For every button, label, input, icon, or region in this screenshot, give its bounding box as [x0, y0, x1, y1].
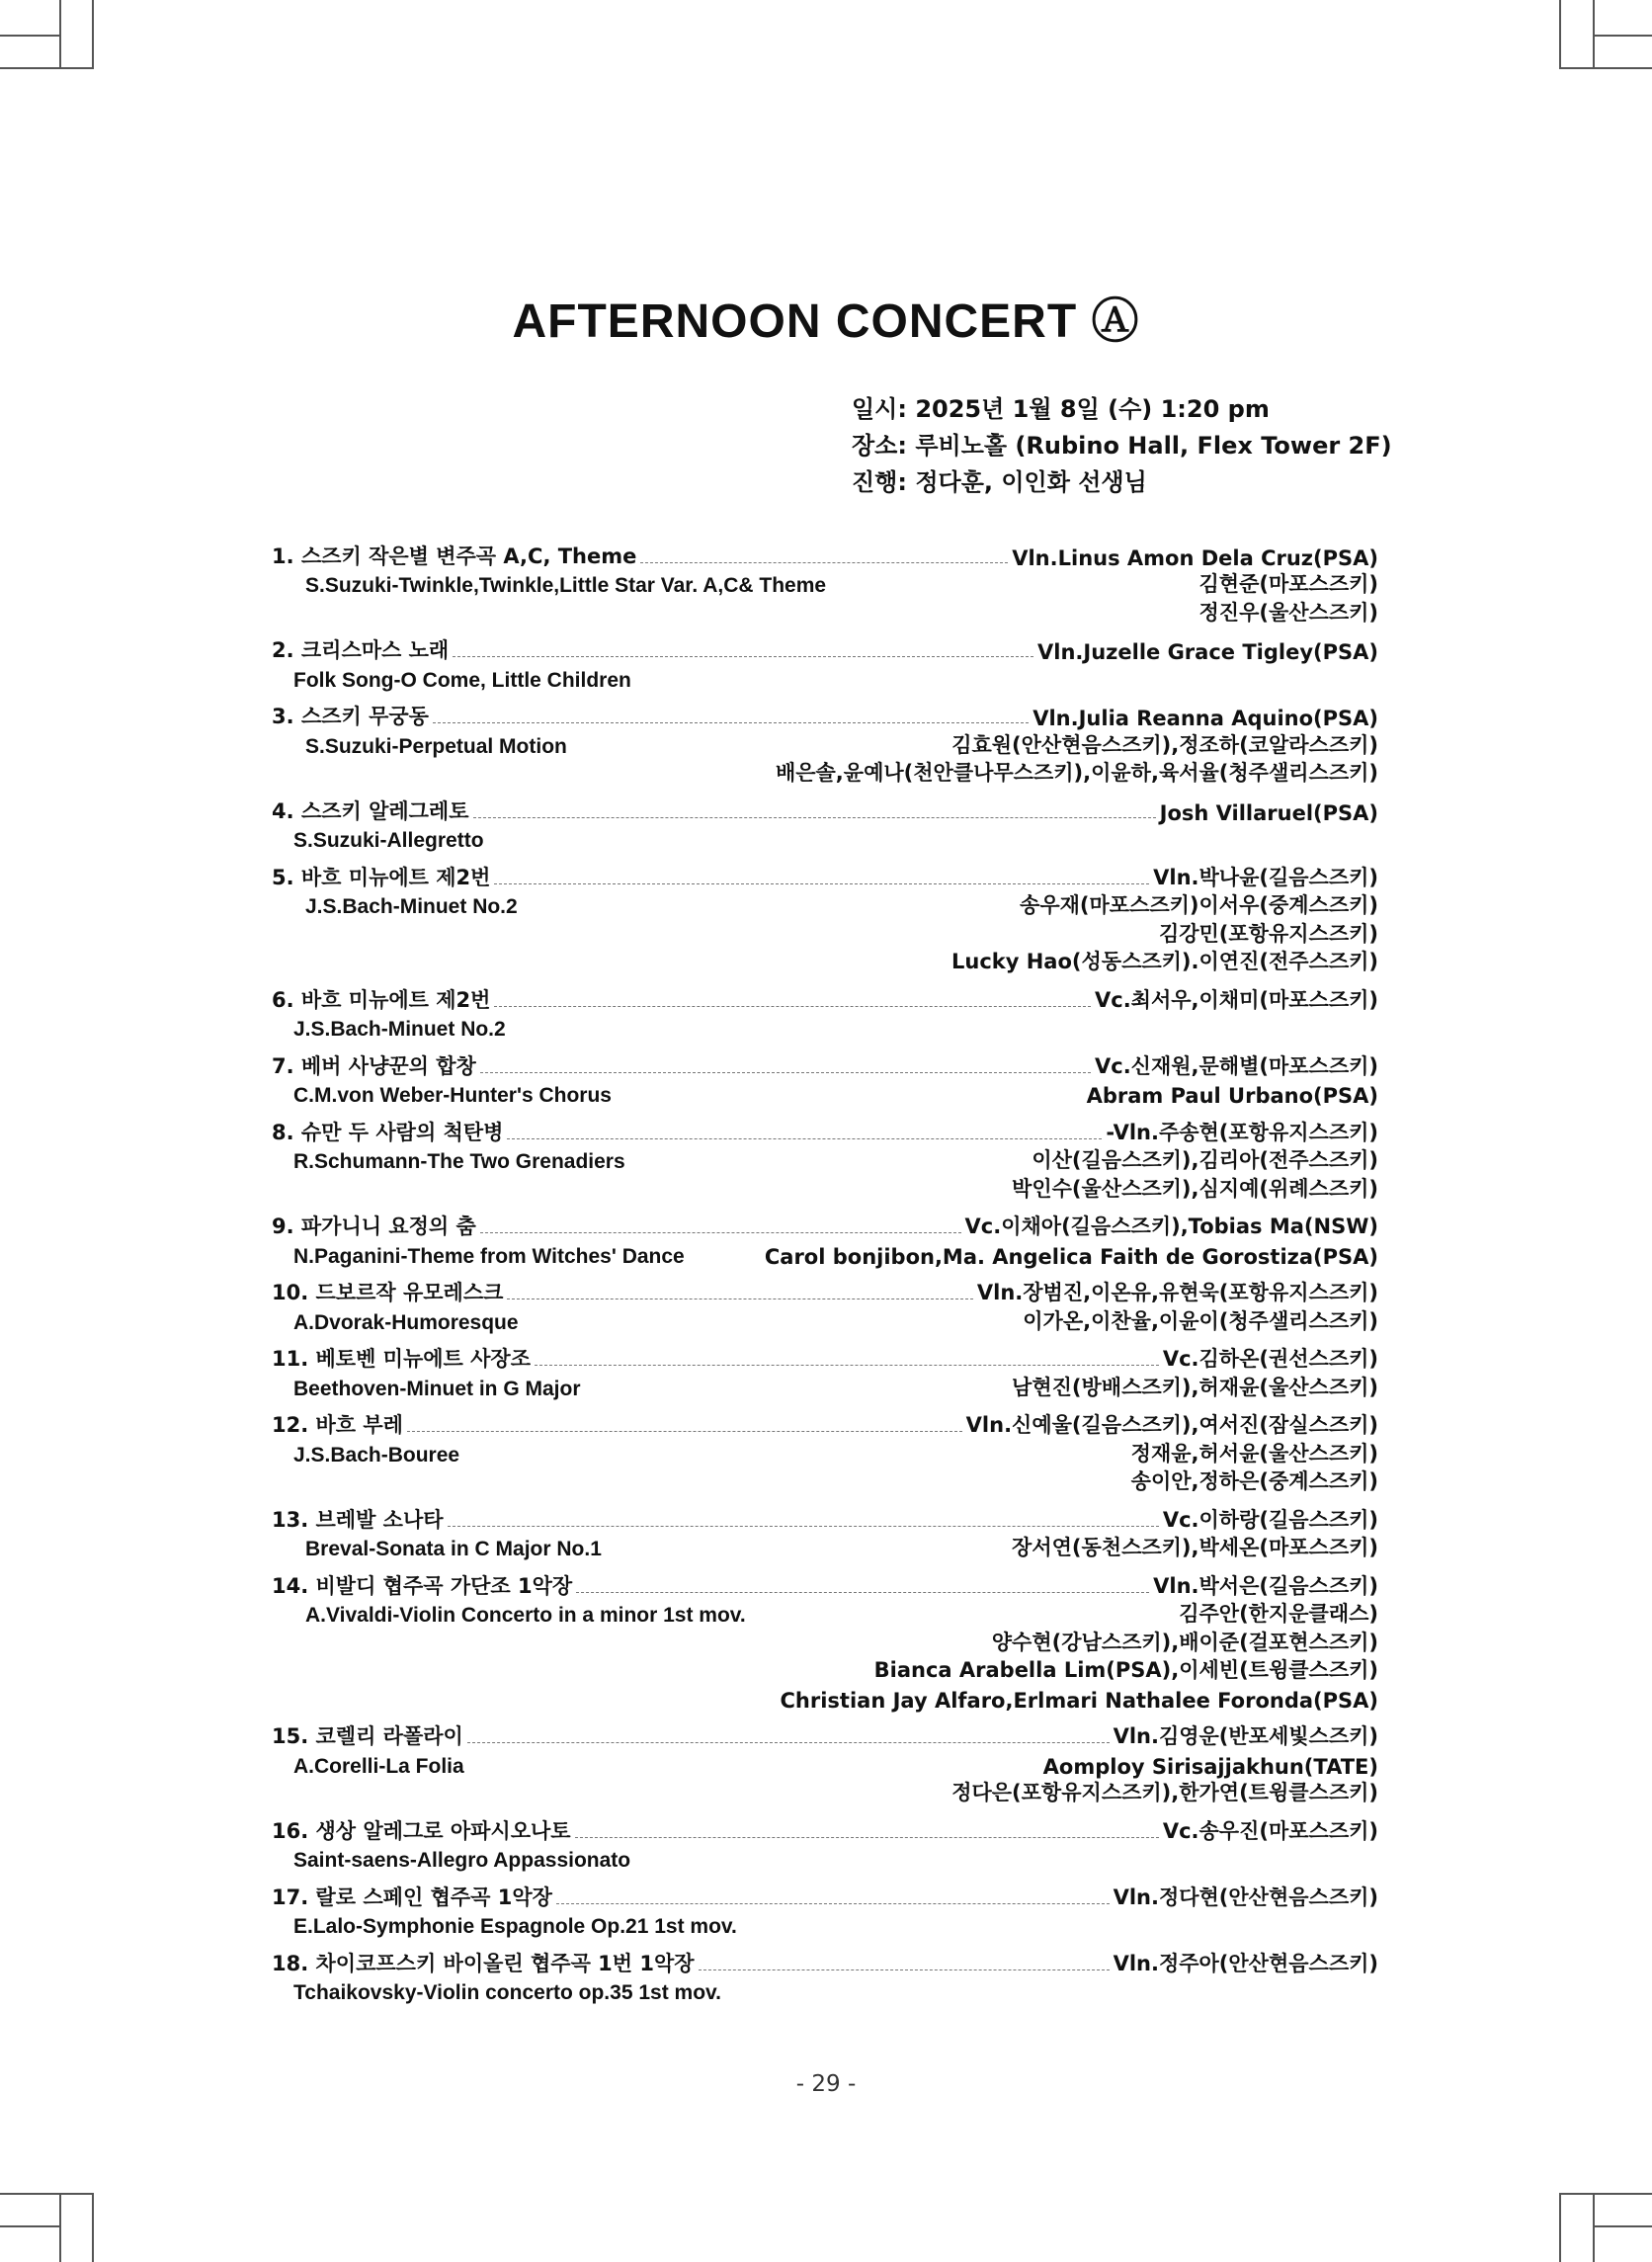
crop-mark: [92, 0, 94, 69]
performer-main: Josh Villaruel(PSA): [1159, 800, 1378, 825]
program-item-subline: [272, 1080, 1378, 1109]
leader-dots: [494, 1006, 1091, 1007]
program-item-subline: [272, 1373, 1378, 1401]
leader-dots: [576, 1592, 1149, 1593]
piece-title-english: C.M.von Weber-Hunter's Chorus: [293, 1084, 612, 1107]
piece-title-english: Breval-Sonata in C Major No.1: [305, 1538, 602, 1560]
program-item-subline: [272, 1911, 1378, 1940]
piece-title-korean: 8. 슈만 두 사람의 척탄병: [272, 1120, 504, 1144]
program-item-header: [272, 636, 1378, 665]
piece-title-english: J.S.Bach-Minuet No.2: [293, 1018, 506, 1041]
crop-mark: [59, 2195, 61, 2262]
piece-title-korean: 5. 바흐 미뉴에트 제2번: [272, 865, 491, 889]
program-item: [272, 1213, 1378, 1269]
program-item-subline: [272, 1977, 1378, 2006]
crop-mark: [0, 2225, 59, 2227]
piece-title-english: N.Paganini-Theme from Witches' Dance: [293, 1244, 685, 1268]
piece-title-korean: 4. 스즈키 알레그레토: [272, 798, 469, 823]
crop-mark: [1559, 67, 1652, 69]
piece-title-korean: 12. 바흐 부레: [272, 1413, 403, 1437]
program-item-subline: [272, 759, 1378, 788]
performer-main: Vln.정다현(안산현음스즈키): [1113, 1885, 1378, 1909]
performer-extra: 배은솔,윤예나(천안클나무스즈키),이윤하,육서율(청주샐리스즈키): [775, 761, 1378, 785]
program-item: [272, 796, 1378, 853]
performer-main: Vc.최서우,이채미(마포스즈키): [1095, 987, 1378, 1012]
program-item: [272, 703, 1378, 788]
program-item-subline: [272, 1534, 1378, 1562]
program-item-subline: [272, 1845, 1378, 1874]
program-item: [272, 1345, 1378, 1401]
crop-mark: [1593, 0, 1595, 67]
performer-main: Vln.박나윤(길음스즈키): [1153, 865, 1378, 889]
performer-main: Vln.Julia Reanna Aquino(PSA): [1032, 707, 1378, 730]
piece-title-english: Saint-saens-Allegro Appassionato: [293, 1849, 631, 1872]
performer-main: Vc.이하랑(길음스즈키): [1162, 1507, 1378, 1532]
performer-main: Vc.신재원,문해별(마포스즈키): [1095, 1053, 1378, 1078]
performer-main: Vln.Linus Amon Dela Cruz(PSA): [1012, 545, 1378, 570]
performer-main: Vln.정주아(안산현음스즈키): [1113, 1951, 1378, 1975]
leader-dots: [480, 1072, 1091, 1073]
piece-title-english: S.Suzuki-Allegretto: [293, 829, 484, 852]
performer-main: Vln.박서은(길음스즈키): [1153, 1573, 1378, 1598]
piece-title-english: A.Corelli-La Folia: [293, 1754, 464, 1778]
leader-dots: [494, 883, 1149, 884]
program-item-subline: [272, 598, 1378, 627]
program-item-subline: [272, 1779, 1378, 1807]
piece-title-english: Folk Song-O Come, Little Children: [293, 668, 631, 692]
performer-extra: 정재윤,허서윤(울산스즈키): [1130, 1441, 1378, 1466]
performer-extra: Lucky Hao(성동스즈키).이연진(전주스즈키): [950, 950, 1378, 973]
crop-mark: [1559, 0, 1561, 69]
piece-title-english: S.Suzuki-Twinkle,Twinkle,Little Star Var. A,C& Theme: [305, 574, 827, 597]
program-item: [272, 1051, 1378, 1108]
performer-extra: Aomploy Sirisajjakhun(TATE): [1042, 1754, 1378, 1779]
piece-title-korean: 18. 차이코프스키 바이올린 협주곡 1번 1악장: [272, 1951, 695, 1975]
piece-title-english: A.Dvorak-Humoresque: [293, 1310, 519, 1334]
program-item-header: [272, 542, 1378, 570]
piece-title-korean: 17. 랄로 스페인 협주곡 1악장: [272, 1885, 552, 1909]
performer-main: Vln.장범진,이온유,유현욱(포항유지스즈키): [976, 1281, 1378, 1304]
piece-title-korean: 3. 스즈키 무궁동: [272, 705, 429, 728]
performer-main: Vc.김하온(권선스즈키): [1162, 1347, 1378, 1371]
program-item: [272, 1279, 1378, 1335]
program-item: [272, 1722, 1378, 1807]
performer-extra: 김현준(마포스즈키): [1198, 572, 1378, 596]
performer-extra: Christian Jay Alfaro,Erlmari Nathalee Foronda(PSA): [780, 1688, 1378, 1713]
crop-mark: [1559, 2193, 1561, 2262]
piece-title-english: Beethoven-Minuet in G Major: [293, 1377, 581, 1400]
performer-extra: 정다은(포항유지스즈키),한가연(트윙클스즈키): [951, 1781, 1378, 1804]
program-item-subline: [272, 919, 1378, 948]
piece-title-korean: 7. 베버 사냥꾼의 합창: [272, 1053, 476, 1078]
leader-dots: [640, 562, 1008, 563]
program-item-header: [272, 863, 1378, 891]
performer-main: Vc.이채아(길음스즈키),Tobias Ma(NSW): [964, 1215, 1378, 1238]
program-item-header: [272, 1213, 1378, 1241]
program-item-subline: [272, 1174, 1378, 1203]
program-item-header: [272, 1411, 1378, 1440]
program-item-subline: [272, 1306, 1378, 1335]
program-item-subline: [272, 1600, 1378, 1629]
leader-dots: [407, 1431, 962, 1432]
performer-main: Vln.신예울(길음스즈키),여서진(잠실스즈키): [965, 1413, 1378, 1437]
leader-dots: [453, 656, 1033, 657]
program-item-header: [272, 985, 1378, 1014]
leader-dots: [575, 1837, 1159, 1838]
program-item-header: [272, 1722, 1378, 1751]
piece-title-korean: 13. 브레발 소나타: [272, 1507, 444, 1532]
piece-title-korean: 10. 드보르작 유모레스크: [272, 1281, 504, 1304]
page-number: - 29 -: [795, 2071, 857, 2097]
program-item-subline: [272, 1467, 1378, 1496]
performer-extra: Abram Paul Urbano(PSA): [1086, 1084, 1378, 1108]
performer-extra: 양수현(강남스즈키),배이준(걸포현스즈키): [991, 1630, 1378, 1654]
program-item-subline: [272, 730, 1378, 759]
crop-mark: [1593, 35, 1652, 37]
performer-extra: 이가온,이찬율,이윤이(청주샐리스즈키): [1023, 1308, 1378, 1333]
piece-title-english: J.S.Bach-Minuet No.2: [305, 895, 518, 918]
program-item-subline: [272, 1628, 1378, 1656]
program-item-header: [272, 1051, 1378, 1080]
program-list: [272, 542, 1378, 2015]
program-item: [272, 542, 1378, 627]
program-item-subline: [272, 1014, 1378, 1043]
piece-title-korean: 14. 비발디 협주곡 가단조 1악장: [272, 1573, 573, 1598]
program-item-header: [272, 1505, 1378, 1534]
piece-title-english: J.S.Bach-Bouree: [293, 1443, 460, 1466]
piece-title-korean: 6. 바흐 미뉴에트 제2번: [272, 987, 491, 1012]
event-date: 일시: 2025년 1월 8일 (수) 1:20 pm: [852, 395, 1270, 423]
piece-title-korean: 2. 크리스마스 노래: [272, 638, 450, 662]
program-item-header: [272, 1949, 1378, 1977]
program-item-header: [272, 703, 1378, 731]
program-item: [272, 1571, 1378, 1713]
performer-extra: 김주안(한지운클래스): [1179, 1602, 1378, 1626]
performer-main: -Vln.주송현(포항유지스즈키): [1106, 1120, 1378, 1144]
program-item-subline: [272, 1684, 1378, 1713]
program-item-header: [272, 1883, 1378, 1911]
program-item: [272, 1883, 1378, 1939]
program-item: [272, 1118, 1378, 1203]
performer-extra: 장서연(동천스즈키),박세온(마포스즈키): [1012, 1536, 1378, 1559]
program-item: [272, 863, 1378, 975]
program-item-subline: [272, 570, 1378, 599]
program-item-subline: [272, 891, 1378, 920]
leader-dots: [480, 1232, 961, 1233]
performer-main: Vln.Juzelle Grace Tigley(PSA): [1037, 640, 1378, 664]
performer-extra: 김효원(안산현음스즈키),정조하(코알라스즈키): [951, 732, 1378, 757]
program-item: [272, 1505, 1378, 1561]
program-item-header: [272, 1571, 1378, 1600]
performer-extra: 이산(길음스즈키),김리아(전주스즈키): [1032, 1148, 1378, 1172]
program-item-header: [272, 796, 1378, 825]
program-item-header: [272, 1279, 1378, 1307]
piece-title-english: E.Lalo-Symphonie Espagnole Op.21 1st mov.: [293, 1915, 737, 1938]
program-item-subline: [272, 825, 1378, 854]
performer-extra: 남현진(방배스즈키),허재윤(울산스즈키): [1012, 1375, 1378, 1399]
leader-dots: [507, 1138, 1102, 1139]
program-item-subline: [272, 1439, 1378, 1467]
crop-mark: [1593, 2225, 1652, 2227]
crop-mark: [0, 2193, 92, 2195]
crop-mark: [0, 67, 92, 69]
performer-extra: 박인수(울산스즈키),심지예(위례스즈키): [1012, 1176, 1378, 1201]
piece-title-english: Tchaikovsky-Violin concerto op.35 1st mov.: [293, 1981, 721, 2004]
piece-title-korean: 11. 베토벤 미뉴에트 사장조: [272, 1347, 531, 1371]
leader-dots: [699, 1969, 1110, 1970]
performer-extra: 정진우(울산스즈키): [1198, 600, 1378, 625]
program-item: [272, 636, 1378, 693]
performer-main: Vln.김영운(반포세빛스즈키): [1113, 1724, 1378, 1748]
event-venue: 장소: 루비노홀 (Rubino Hall, Flex Tower 2F): [852, 432, 1392, 460]
event-info: [852, 391, 1392, 501]
performer-extra: 송이안,정하은(중계스즈키): [1130, 1469, 1378, 1493]
program-item-subline: [272, 948, 1378, 976]
program-item: [272, 1949, 1378, 2005]
crop-mark: [0, 35, 59, 37]
piece-title-korean: 16. 생상 알레그로 아파시오나토: [272, 1818, 571, 1843]
program-item: [272, 1411, 1378, 1496]
leader-dots: [556, 1903, 1110, 1904]
performer-extra: 김강민(포항유지스즈키): [1158, 921, 1378, 946]
crop-mark: [1593, 2195, 1595, 2262]
piece-title-english: A.Vivaldi-Violin Concerto in a minor 1st mov.: [305, 1604, 746, 1627]
program-item-header: [272, 1816, 1378, 1845]
piece-title-english: S.Suzuki-Perpetual Motion: [305, 734, 567, 758]
leader-dots: [473, 817, 1156, 818]
piece-title-korean: 9. 파가니니 요정의 춤: [272, 1215, 476, 1238]
program-item-subline: [272, 1240, 1378, 1269]
program-item-subline: [272, 1750, 1378, 1779]
performer-extra: Carol bonjibon,Ma. Angelica Faith de Gorostiza(PSA): [764, 1244, 1378, 1269]
page-title: AFTERNOON CONCERT Ⓐ: [512, 295, 1140, 348]
performer-extra: Bianca Arabella Lim(PSA),이세빈(트윙클스즈키): [873, 1658, 1378, 1682]
program-item-subline: [272, 1656, 1378, 1685]
program-item-header: [272, 1345, 1378, 1374]
performer-extra: 송우재(마포스즈키)이서우(중계스즈키): [1020, 893, 1378, 917]
piece-title-korean: 15. 코렐리 라폴라이: [272, 1724, 463, 1748]
performer-main: Vc.송우진(마포스즈키): [1162, 1818, 1378, 1843]
program-item: [272, 1816, 1378, 1873]
piece-title-english: R.Schumann-The Two Grenadiers: [293, 1150, 625, 1173]
crop-mark: [59, 0, 61, 67]
program-item-subline: [272, 664, 1378, 693]
crop-mark: [92, 2193, 94, 2262]
leader-dots: [467, 1742, 1110, 1743]
leader-dots: [535, 1365, 1159, 1366]
program-item: [272, 985, 1378, 1042]
program-item-header: [272, 1118, 1378, 1146]
leader-dots: [433, 722, 1029, 723]
program-item-subline: [272, 1146, 1378, 1175]
leader-dots: [448, 1526, 1159, 1527]
event-host: 진행: 정다훈, 이인화 선생님: [852, 468, 1147, 496]
crop-mark: [1559, 2193, 1652, 2195]
piece-title-korean: 1. 스즈키 작은별 변주곡 A,C, Theme: [272, 544, 637, 568]
